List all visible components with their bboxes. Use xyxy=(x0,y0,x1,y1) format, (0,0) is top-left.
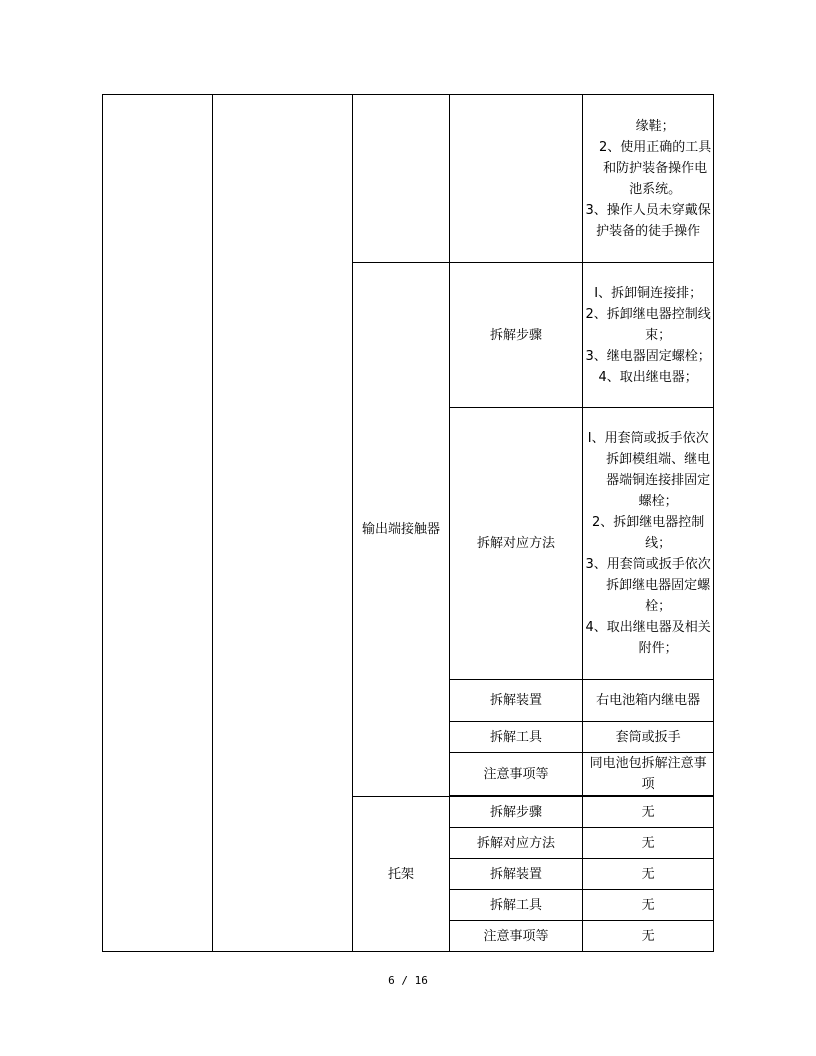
category-cell xyxy=(103,95,213,952)
row-label: 拆解步骤 xyxy=(449,797,583,828)
note-line: 3、操作人员未穿戴保护装备的徒手操作 xyxy=(585,202,711,239)
list-item: 2、拆卸继电器控制线束； xyxy=(585,306,711,343)
list-item: 3、用套筒或扳手依次拆卸继电器固定螺栓； xyxy=(585,557,711,614)
row-label: 注意事项等 xyxy=(449,921,583,952)
disassembly-table xyxy=(102,94,714,952)
row-label: 注意事项等 xyxy=(449,753,583,796)
row-label: 拆解对应方法 xyxy=(449,828,583,859)
list-item: 4、取出继电器及相关附件； xyxy=(585,620,711,656)
row-label: 拆解工具 xyxy=(449,722,583,753)
part-cell xyxy=(212,95,353,952)
component-cell xyxy=(353,95,449,263)
list-item: 2、拆卸继电器控制线； xyxy=(592,515,705,551)
page-number: 6 / 16 xyxy=(388,974,428,987)
steps-cell xyxy=(583,263,714,408)
list-item: 3、继电器固定螺栓； xyxy=(585,348,711,364)
notes-cell xyxy=(583,95,714,263)
note-line: 缘鞋； xyxy=(635,118,675,134)
row-label: 拆解装置 xyxy=(449,680,583,722)
row-value: 无 xyxy=(583,797,714,828)
row-label: 拆解装置 xyxy=(449,859,583,890)
list-item: I、用套筒或扳手依次拆卸模组端、继电器端铜连接排固定螺栓； xyxy=(587,431,711,509)
note-line: 2、使用正确的工具和防护装备操作电池系统。 xyxy=(599,139,712,197)
row-value: 无 xyxy=(583,859,714,890)
row-value: 同电池包拆解注意事项 xyxy=(583,753,714,796)
table-row xyxy=(103,95,714,263)
row-value: 无 xyxy=(583,921,714,952)
row-label: 拆解工具 xyxy=(449,890,583,921)
list-item: 4、取出继电器； xyxy=(598,369,698,385)
row-value: 右电池箱内继电器 xyxy=(583,680,714,722)
row-value: 无 xyxy=(583,890,714,921)
row-label: 拆解步骤 xyxy=(449,263,583,408)
component-name: 输出端接触器 xyxy=(353,263,449,797)
row-label: 拆解对应方法 xyxy=(449,408,583,680)
list-item: I、拆卸铜连接排； xyxy=(594,285,703,301)
row-value: 套筒或扳手 xyxy=(583,722,714,753)
methods-cell xyxy=(583,408,714,680)
row-value: 无 xyxy=(583,828,714,859)
label-cell xyxy=(449,95,583,263)
component-name: 托架 xyxy=(353,797,449,952)
